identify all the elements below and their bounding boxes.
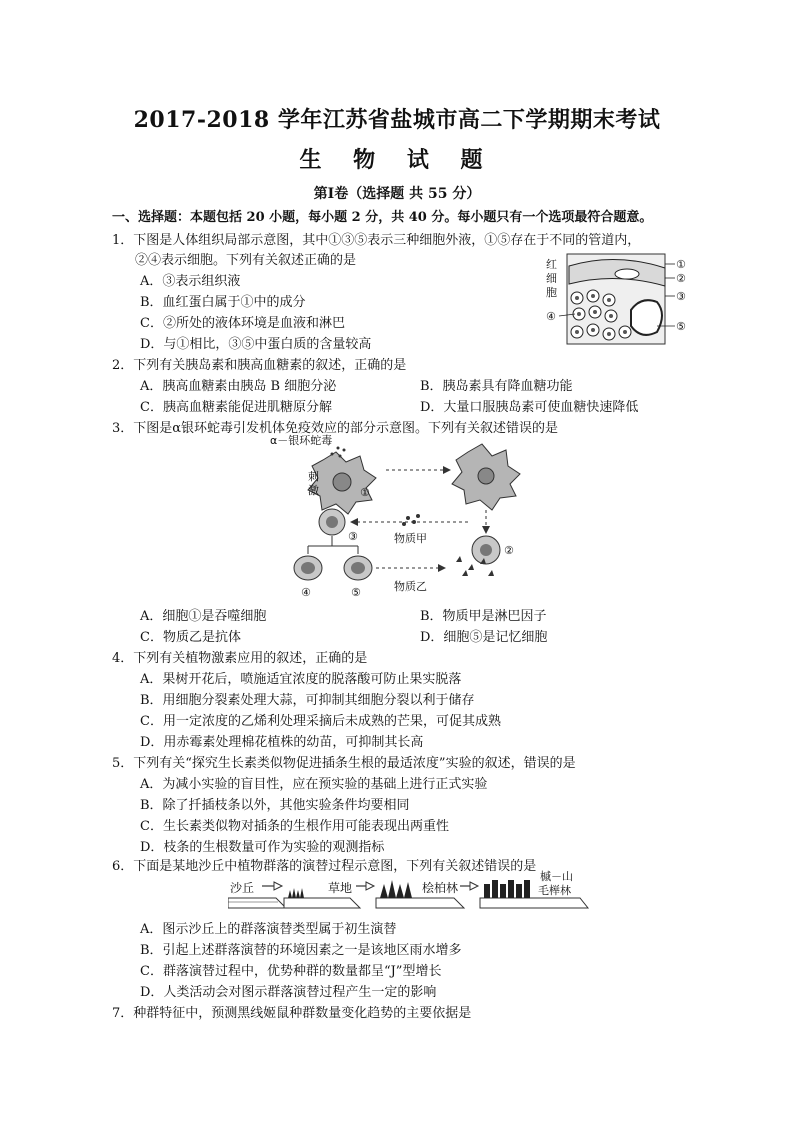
q1-option-b: B．血红蛋白属于①中的成分 — [140, 295, 306, 310]
q5-option-d: D．枝条的生根数量可作为实验的观测指标 — [140, 840, 385, 855]
exam-title: 2017-2018 学年江苏省盐城市高二下学期期末考试 — [133, 107, 661, 133]
q5-option-a: A．为减小实验的盲目性，应在预实验的基础上进行正式实验 — [140, 777, 488, 792]
succession-figure — [228, 868, 590, 910]
q1-stem-line2: ②④表示细胞。下列有关叙述正确的是 — [135, 253, 357, 268]
q4-option-a: A．果树开花后，喷施适宜浓度的脱落酸可防止果实脱落 — [140, 672, 462, 687]
q4-option-d: D．用赤霉素处理棉花植株的幼苗，可抑制其长高 — [140, 735, 424, 750]
q4-stem: 4．下列有关植物激素应用的叙述，正确的是 — [112, 651, 368, 666]
svg-text:胞: 胞 — [546, 286, 557, 299]
marker-2: ② — [676, 272, 686, 285]
marker-3: ③ — [676, 290, 686, 303]
q7-stem: 7．种群特征中，预测黑线姬鼠种群数量变化趋势的主要依据是 — [112, 1006, 472, 1021]
stage-3: 桧柏林 — [422, 881, 459, 895]
q1-option-c: C．②所处的液体环境是血液和淋巴 — [140, 316, 345, 331]
q5-option-c: C．生长素类似物对插条的生根作用可能表现出两重性 — [140, 819, 449, 834]
svg-text:激: 激 — [308, 484, 319, 497]
q6-option-a: A．图示沙丘上的群落演替类型属于初生演替 — [140, 922, 397, 937]
q4-option-b: B．用细胞分裂素处理大蒜，可抑制其细胞分裂以利于储存 — [140, 693, 475, 708]
marker-5: ⑤ — [676, 320, 686, 333]
q3-stem: 3．下图是α银环蛇毒引发机体免疫效应的部分示意图。下列有关叙述错误的是 — [112, 421, 559, 436]
q2-stem: 2．下列有关胰岛素和胰高血糖素的叙述，正确的是 — [112, 358, 407, 373]
substance-b-label: 物质乙 — [394, 580, 427, 593]
tissue-figure — [545, 252, 695, 348]
svg-text:细: 细 — [546, 272, 557, 285]
q1-stem-line1: 1．下图是人体组织局部示意图，其中①③⑤表示三种细胞外液，①⑤存在于不同的管道内， — [112, 233, 641, 248]
q2-option-d: D．大量口服胰岛素可使血糖快速降低 — [420, 400, 639, 415]
stage-4-line1: 槭－山 — [540, 870, 573, 883]
substance-a-label: 物质甲 — [394, 532, 427, 545]
cell4-marker: ④ — [301, 586, 311, 599]
immune-figure — [268, 430, 538, 600]
cell5-marker: ⑤ — [351, 586, 361, 599]
cell2-marker: ② — [504, 544, 514, 557]
q4-option-c: C．用一定浓度的乙烯利处理采摘后未成熟的芒果，可促其成熟 — [140, 714, 501, 729]
q6-option-b: B．引起上述群落演替的环境因素之一是该地区雨水增多 — [140, 943, 462, 958]
marker-4: ④ — [546, 310, 556, 323]
q3-option-a: A．细胞①是吞噬细胞 — [140, 609, 267, 624]
cell3-marker: ③ — [348, 530, 358, 543]
q2-option-c: C．胰高血糖素能促进肌糖原分解 — [140, 400, 332, 415]
marker-1: ① — [676, 258, 686, 271]
q6-option-c: C．群落演替过程中，优势种群的数量都呈“J”型增长 — [140, 964, 442, 979]
stage-2: 草地 — [328, 881, 353, 895]
figure-label-part: 红 — [546, 258, 557, 271]
exam-subtitle: 生 物 试 题 — [299, 147, 495, 173]
q3-option-c: C．物质乙是抗体 — [140, 630, 241, 645]
q1-option-a: A．③表示组织液 — [140, 274, 241, 289]
q6-stem: 6．下面是某地沙丘中植物群落的演替过程示意图，下列有关叙述错误的是 — [112, 859, 537, 874]
section-instructions: 一、选择题：本题包括 20 小题，每小题 2 分，共 40 分。每小题只有一个选项最符合题意。 — [112, 210, 653, 225]
cell1-marker: ① — [360, 486, 370, 499]
q5-stem: 5．下列有关“探究生长素类似物促进插条生根的最适浓度”实验的叙述，错误的是 — [112, 756, 576, 771]
stage-4-line2: 毛榉林 — [538, 884, 571, 897]
q3-option-d: D．细胞⑤是记忆细胞 — [420, 630, 548, 645]
q3-option-b: B．物质甲是淋巴因子 — [420, 609, 547, 624]
q6-option-d: D．人类活动会对图示群落演替过程产生一定的影响 — [140, 985, 437, 1000]
q2-option-b: B．胰岛素具有降血糖功能 — [420, 379, 573, 394]
q2-option-a: A．胰高血糖素由胰岛 B 细胞分泌 — [140, 379, 337, 394]
q5-option-b: B．除了扦插枝条以外，其他实验条件均要相同 — [140, 798, 410, 813]
stage-1: 沙丘 — [230, 881, 255, 895]
q1-option-d: D．与①相比，③⑤中蛋白质的含量较高 — [140, 337, 372, 352]
stimulus-label: 刺 — [308, 470, 319, 483]
part-heading: 第Ⅰ卷（选择题 共 55 分） — [313, 186, 481, 202]
toxin-label: α－银环蛇毒 — [270, 434, 333, 447]
